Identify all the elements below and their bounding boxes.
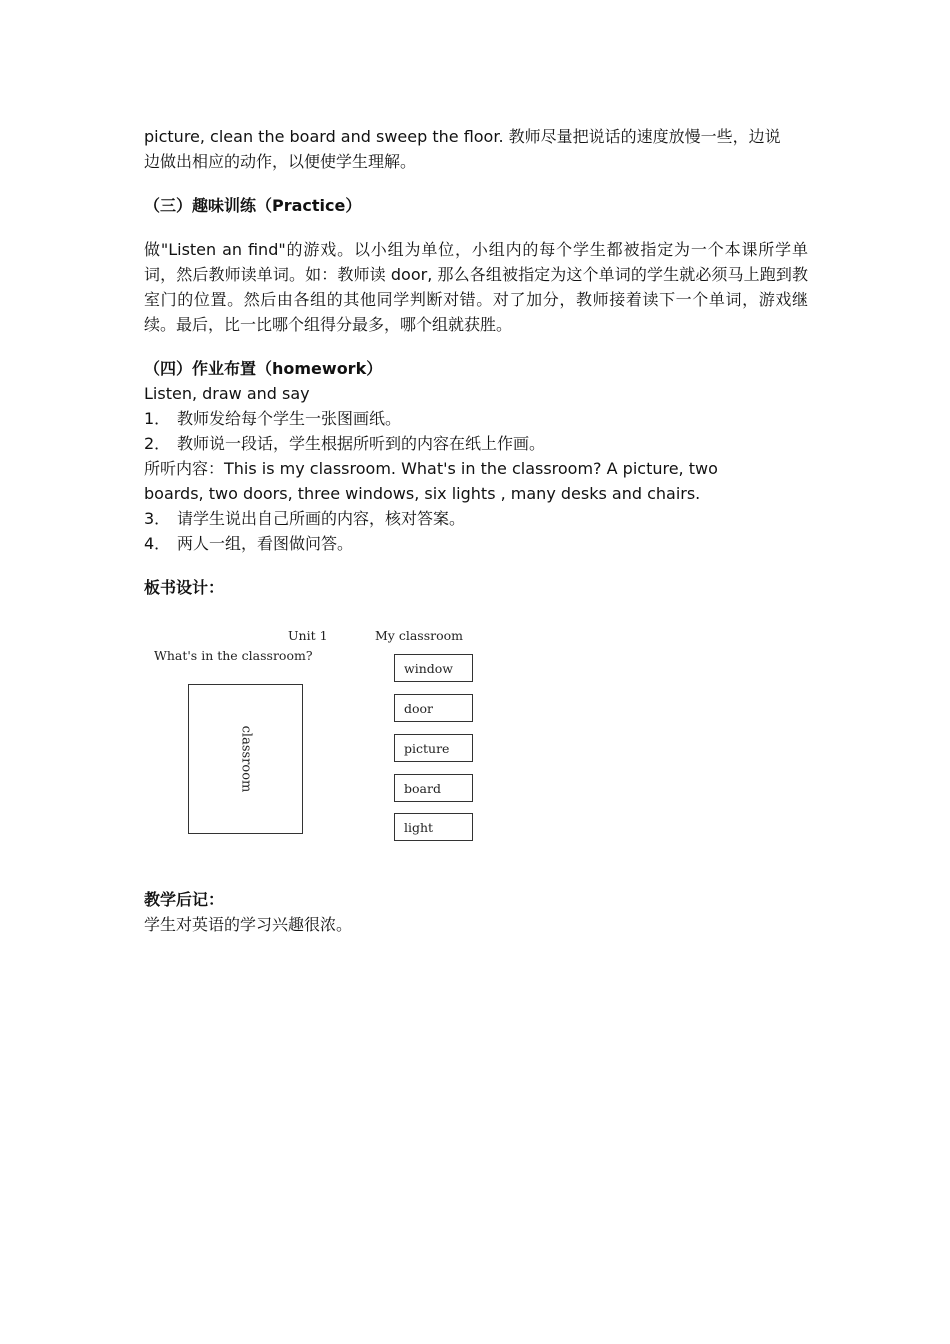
homework-subtitle: Listen, draw and say <box>144 384 310 403</box>
step-number: 2． <box>144 434 171 453</box>
listening-content-line-2: boards, two doors, three windows, six lights , many desks and chairs. <box>144 484 701 503</box>
step-number: 1． <box>144 409 171 428</box>
word-box-board <box>394 774 473 802</box>
step-text: 两人一组，看图做问答。 <box>177 534 354 553</box>
practice-heading: （三）趣味训练（Practice） <box>144 196 362 215</box>
homework-step-2 <box>144 431 545 456</box>
classroom-box <box>188 684 303 834</box>
step-text: 教师发给每个学生一张图画纸。 <box>177 409 402 428</box>
step-number: 4． <box>144 534 171 553</box>
diagram-title: My classroom <box>375 628 463 643</box>
intro-line-1: picture, clean the board and sweep the floor. 教师尽量把说话的速度放慢一些，边说 <box>144 127 781 146</box>
diagram-question: What's in the classroom? <box>154 648 313 663</box>
word-box-label: light <box>404 820 434 835</box>
step-text: 请学生说出自己所画的内容，核对答案。 <box>177 509 466 528</box>
word-box-window <box>394 654 473 682</box>
word-box-label: board <box>404 781 441 796</box>
word-box-picture <box>394 734 473 762</box>
word-box-label: door <box>404 701 434 716</box>
reflection-text: 学生对英语的学习兴趣很浓。 <box>144 915 353 934</box>
board-design-heading: 板书设计： <box>144 578 225 597</box>
word-box-light <box>394 813 473 841</box>
diagram-unit-label: Unit 1 <box>288 628 328 643</box>
homework-step-1 <box>144 406 401 431</box>
homework-heading: （四）作业布置（homework） <box>144 359 383 378</box>
practice-paragraph: 做"Listen an find"的游戏。以小组为单位，小组内的每个学生都被指定为一个本课所学单词，然后教师读单词。如：教师读 door, 那么各组被指定为这个单词的学生就必须马上跑到教室门的位置。然后由各组的其他同学判断对错。对了加分，教师接着读下一个单词，游戏继续。最后，比一比哪个组得分最多，哪个组就获胜。 <box>144 240 808 334</box>
reflection-heading: 教学后记： <box>144 890 225 909</box>
homework-step-3 <box>144 506 465 531</box>
step-text: 教师说一段话，学生根据所听到的内容在纸上作画。 <box>177 434 546 453</box>
word-box-label: picture <box>404 741 450 756</box>
homework-step-4 <box>144 531 353 556</box>
classroom-box-label: classroom <box>238 725 253 793</box>
word-box-label: window <box>404 661 453 676</box>
intro-line-2: 边做出相应的动作，以便使学生理解。 <box>144 152 417 171</box>
listening-content-line-1: 所听内容：This is my classroom. What's in the classroom? A picture, two <box>144 459 718 478</box>
word-box-door <box>394 694 473 722</box>
step-number: 3． <box>144 509 171 528</box>
board-design-diagram <box>144 618 484 853</box>
